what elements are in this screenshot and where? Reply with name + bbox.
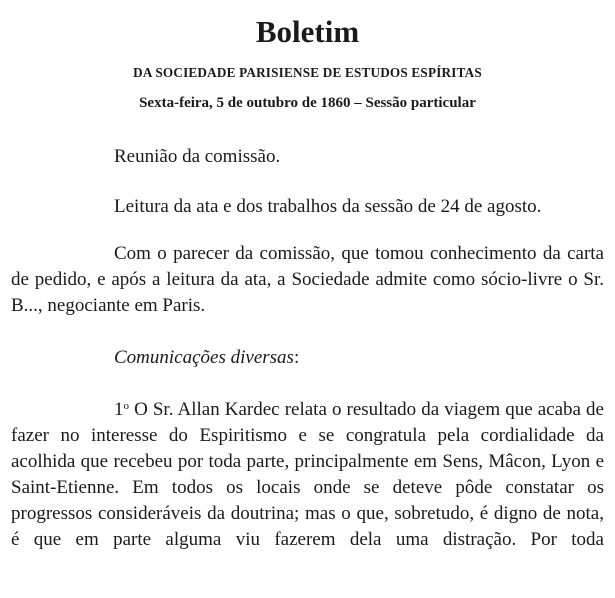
colon: : <box>293 347 300 368</box>
ordinal-indicator: o <box>123 400 129 412</box>
session-heading: Sexta-feira, 5 de outubro de 1860 – Sessão particular <box>139 95 476 111</box>
society-subtitle: DA SOCIEDADE PARISIENSE DE ESTUDOS ESPÍRITAS <box>133 65 482 80</box>
paragraph-commission-meeting: Reunião da comissão. <box>114 146 281 167</box>
paragraph-various-communications <box>11 345 604 371</box>
page-title: Boletim <box>255 14 360 49</box>
paragraph-minutes-reading: Leitura da ata e dos trabalhos da sessão de 24 de agosto. <box>114 196 542 217</box>
item-number: 1 <box>114 399 124 420</box>
paragraph-member-admission: Com o parecer da comissão, que tomou conhecimento da carta de pedido, e após a leitura da ata, a Sociedade admite como sócio-livre o Sr. B..., negociante em Paris. <box>11 243 604 316</box>
paragraph-kardec-report <box>11 397 604 553</box>
various-communications-label: Comunicações diversas <box>114 347 294 368</box>
kardec-report-text: O Sr. Allan Kardec relata o resultado da viagem que acaba de fazer no interesse do Espiritismo e se congratula pela cordialidade da acolhida que recebeu por toda parte, principalmente em Sens, Mâcon, Lyon e Saint-Etienne. Em todos os locais onde se deteve pôde constatar os progressos consideráveis da doutrina; mas o que, sobretudo, é digno de nota, é que em parte alguma viu fazerem dela uma distração. Por toda <box>11 399 604 550</box>
